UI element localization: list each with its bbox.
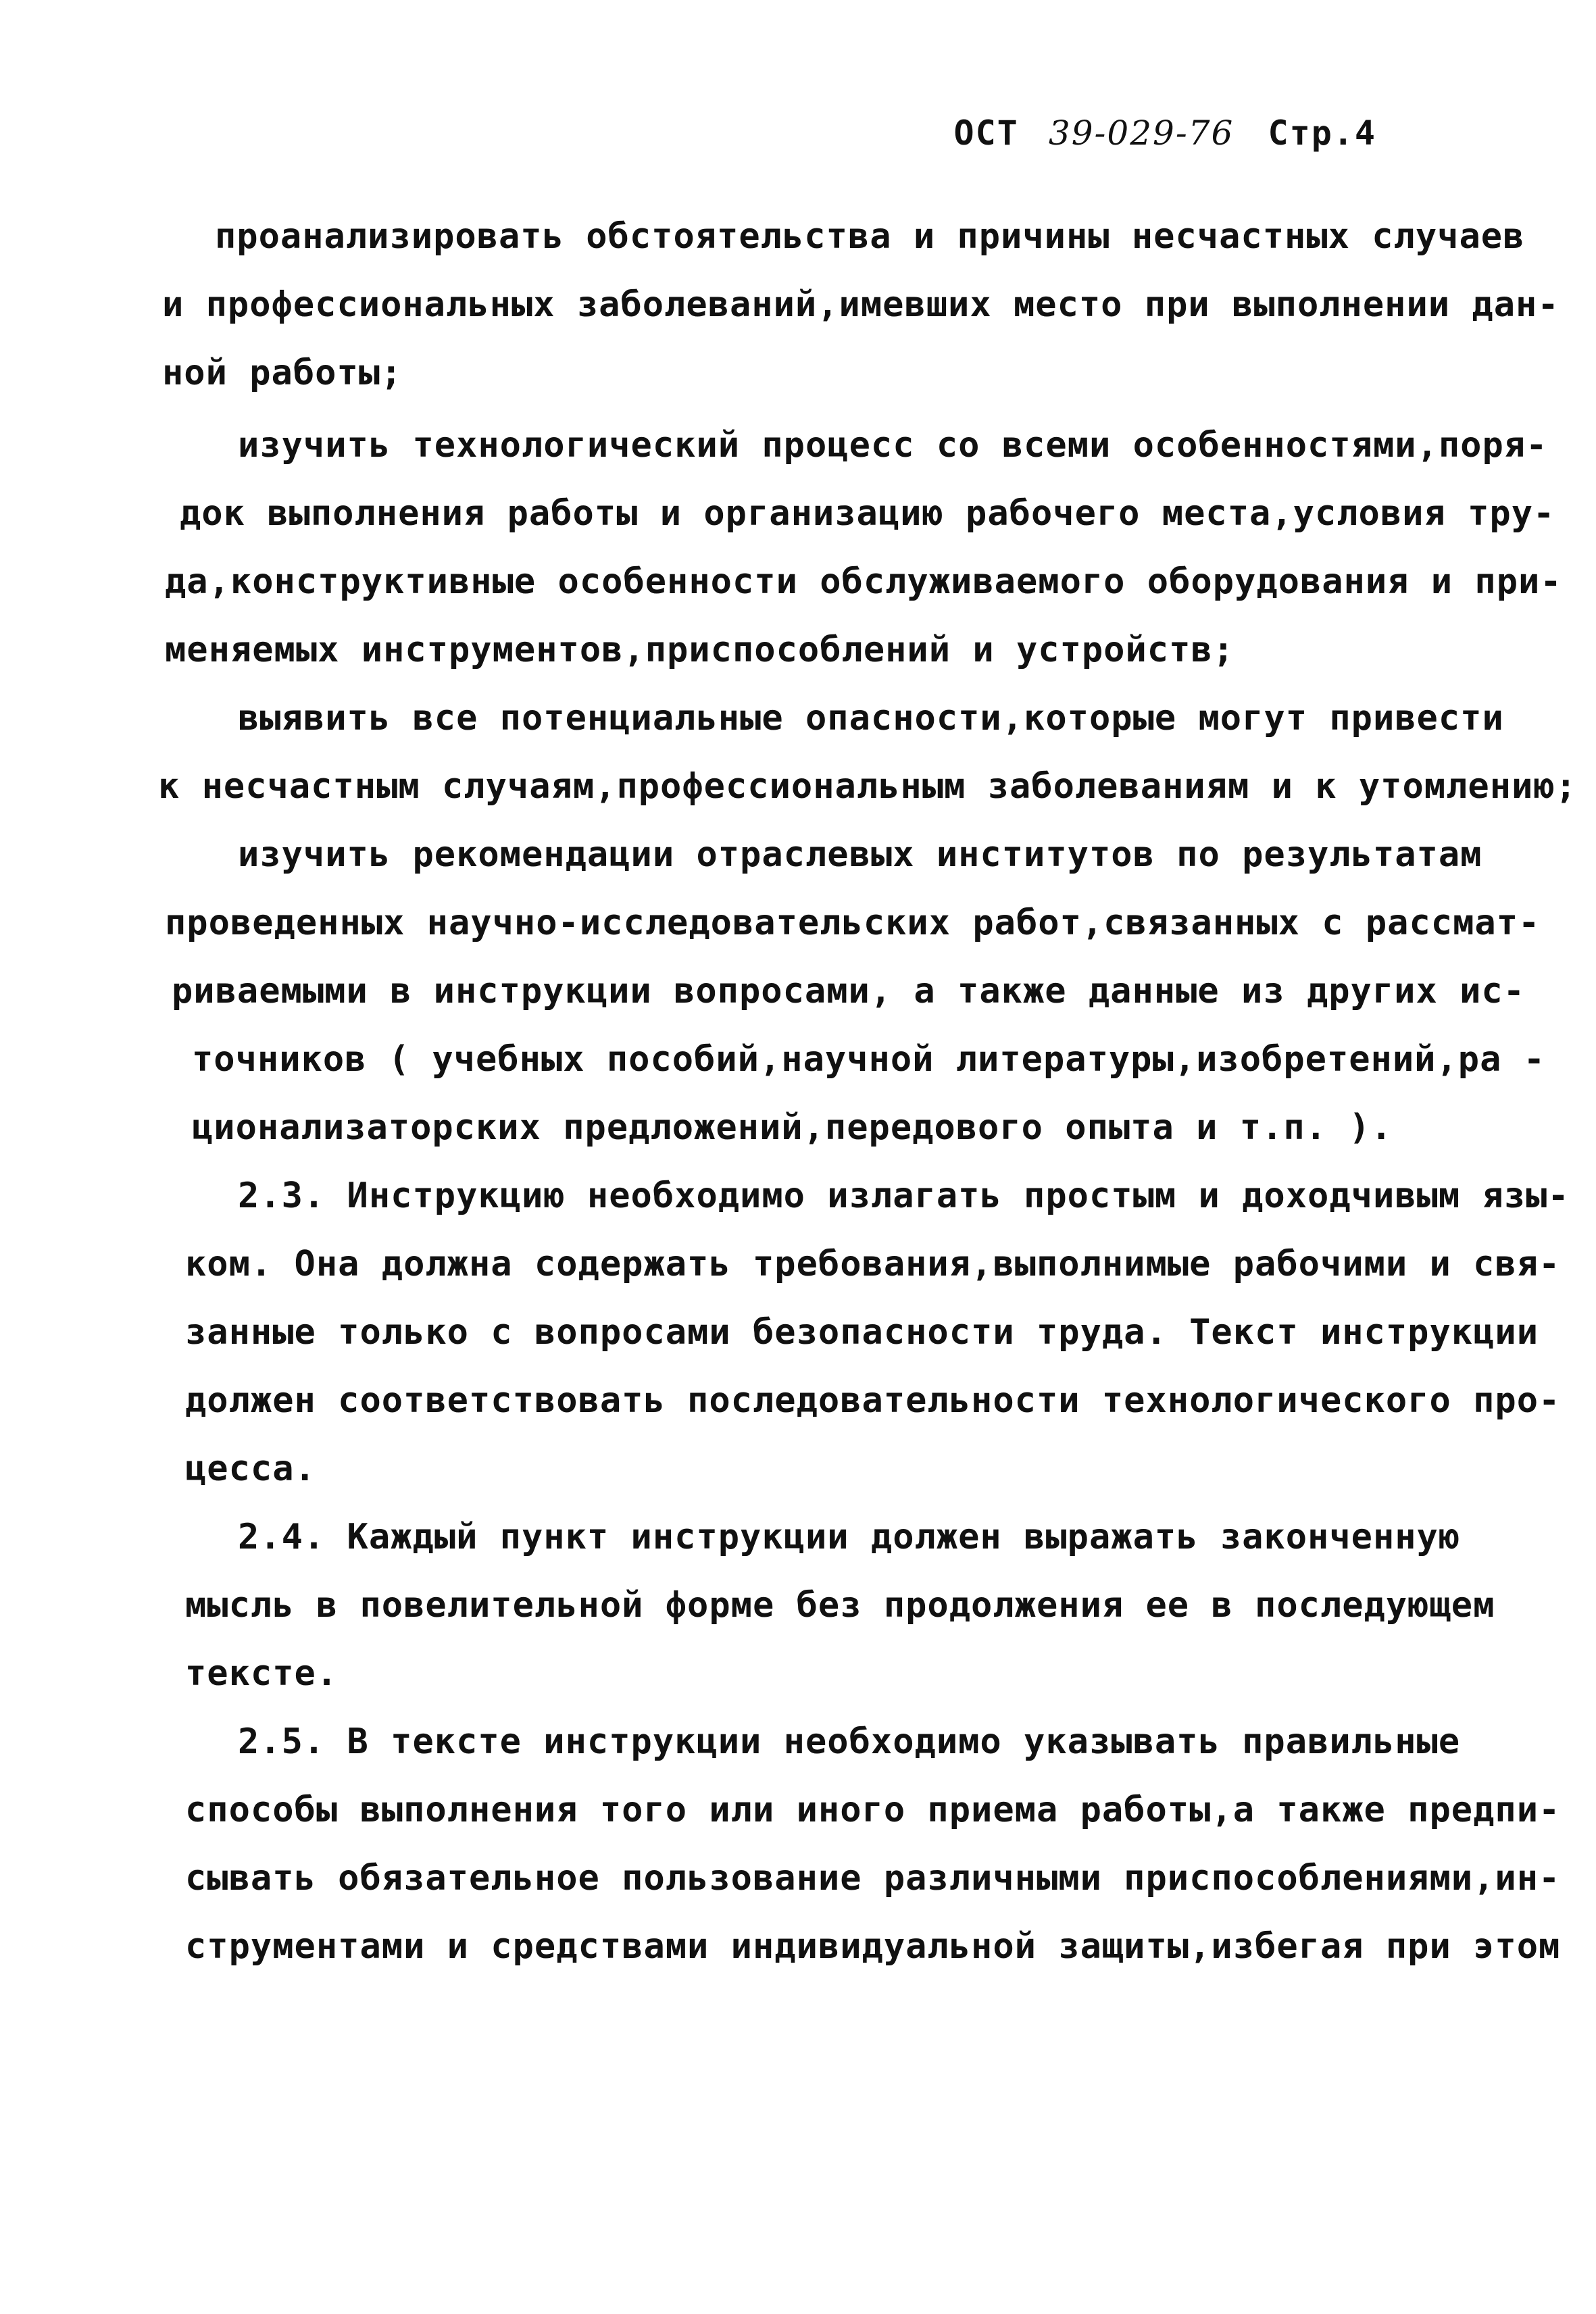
text-line: изучить рекомендации отраслевых институтов по результатам xyxy=(238,834,1482,875)
text-line: 2.3. Инструкцию необходимо излагать простым и доходчивым язы- xyxy=(238,1176,1570,1216)
text-line: ком. Она должна содержать требования,выполнимые рабочими и свя- xyxy=(185,1244,1561,1284)
text-line: меняемых инструментов,приспособлений и устройств; xyxy=(165,630,1235,670)
text-line: ционализаторских предложений,передового опыта и т.п. ). xyxy=(192,1107,1393,1148)
text-line: проведенных научно-исследовательских работ,связанных с рассмат- xyxy=(165,903,1541,943)
text-line: мысль в повелительной форме без продолжения ее в последующем xyxy=(185,1585,1495,1626)
text-line: проанализировать обстоятельства и причины несчастных случаев xyxy=(215,216,1525,257)
text-line: выявить все потенциальные опасности,которые могут привести xyxy=(238,698,1504,738)
text-line: риваемыми в инструкции вопросами, а также данные из других ис- xyxy=(172,971,1526,1011)
text-line: сывать обязательное пользование различными приспособлениями,ин- xyxy=(185,1858,1561,1898)
text-line: к несчастным случаям,профессиональным заболеваниям и к утомлению; xyxy=(158,766,1577,807)
text-line: и профессиональных заболеваний,имевших место при выполнении дан- xyxy=(162,284,1560,325)
text-line: 2.5. В тексте инструкции необходимо указывать правильные xyxy=(238,1721,1461,1762)
standard-code-number: 39-029-76 xyxy=(1048,114,1235,153)
text-line: точников ( учебных пособий,научной литературы,изобретений,ра - xyxy=(192,1039,1546,1080)
text-line: занные только с вопросами безопасности труда. Текст инструкции xyxy=(185,1312,1539,1353)
text-line: струментами и средствами индивидуальной защиты,избегая при этом xyxy=(185,1926,1561,1967)
text-line: тексте. xyxy=(185,1653,339,1694)
document-body xyxy=(158,203,1577,1981)
text-line: изучить технологический процесс со всеми особенностями,поря- xyxy=(238,425,1548,466)
standard-code-prefix: ОСТ xyxy=(953,114,1019,153)
text-line: док выполнения работы и организацию рабочего места,условия тру- xyxy=(180,493,1555,534)
text-line: ной работы; xyxy=(162,353,403,393)
page-number: Стр.4 xyxy=(1268,114,1376,153)
page-header xyxy=(953,114,1376,153)
text-line: цесса. xyxy=(185,1449,316,1489)
text-line: да,конструктивные особенности обслуживаемого оборудования и при- xyxy=(165,561,1562,602)
text-line: 2.4. Каждый пункт инструкции должен выражать законченную xyxy=(238,1517,1461,1557)
text-line: способы выполнения того или иного приема работы,а также предпи- xyxy=(185,1790,1561,1830)
text-line: должен соответствовать последовательности технологического про- xyxy=(185,1380,1561,1421)
